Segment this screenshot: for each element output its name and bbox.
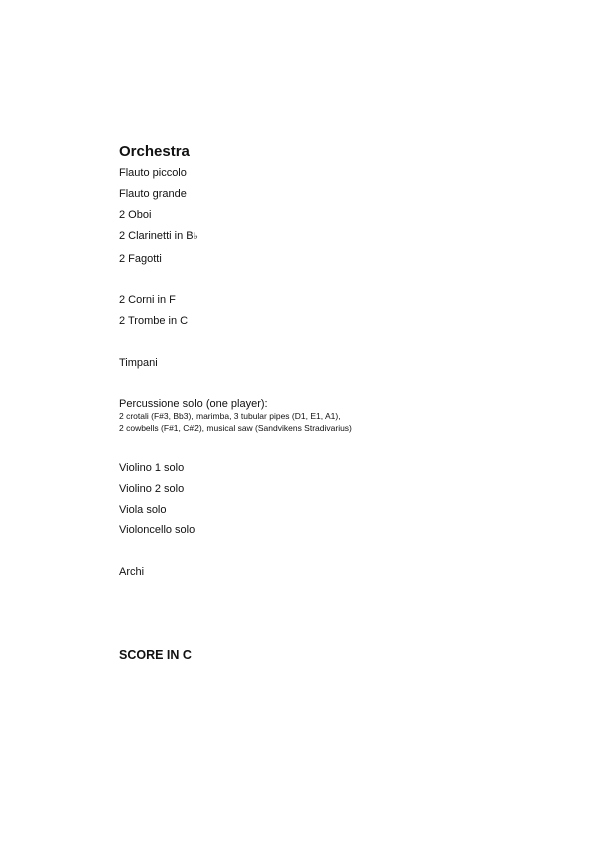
instrument-strings: Archi	[119, 566, 145, 578]
instrument-piccolo: Flauto piccolo	[119, 167, 187, 179]
instrument-violin-1-solo: Violino 1 solo	[119, 462, 185, 474]
instrument-horns: 2 Corni in F	[119, 294, 176, 306]
instrument-clarinet	[119, 230, 198, 242]
flat-sign: ♭	[193, 231, 198, 241]
instrument-viola-solo: Viola solo	[119, 504, 167, 516]
instrument-trumpets: 2 Trombe in C	[119, 315, 189, 327]
instrument-flute: Flauto grande	[119, 188, 187, 200]
orchestra-heading: Orchestra	[119, 143, 190, 160]
instrument-oboe: 2 Oboi	[119, 209, 152, 221]
score-note: SCORE IN C	[119, 648, 192, 662]
instrument-bassoon: 2 Fagotti	[119, 253, 162, 265]
instrument-cello-solo: Violoncello solo	[119, 524, 196, 536]
percussion-list-line-2: 2 cowbells (F#1, C#2), musical saw (Sandvikens Stradivarius)	[119, 423, 352, 433]
percussion-title: Percussione solo (one player):	[119, 398, 268, 410]
percussion-list-line-1: 2 crotali (F#3, Bb3), marimba, 3 tubular pipes (D1, E1, A1),	[119, 411, 341, 421]
instrument-violin-2-solo: Violino 2 solo	[119, 483, 185, 495]
instrument-clarinet-label: 2 Clarinetti in B	[119, 230, 194, 242]
instrument-timpani: Timpani	[119, 357, 158, 369]
